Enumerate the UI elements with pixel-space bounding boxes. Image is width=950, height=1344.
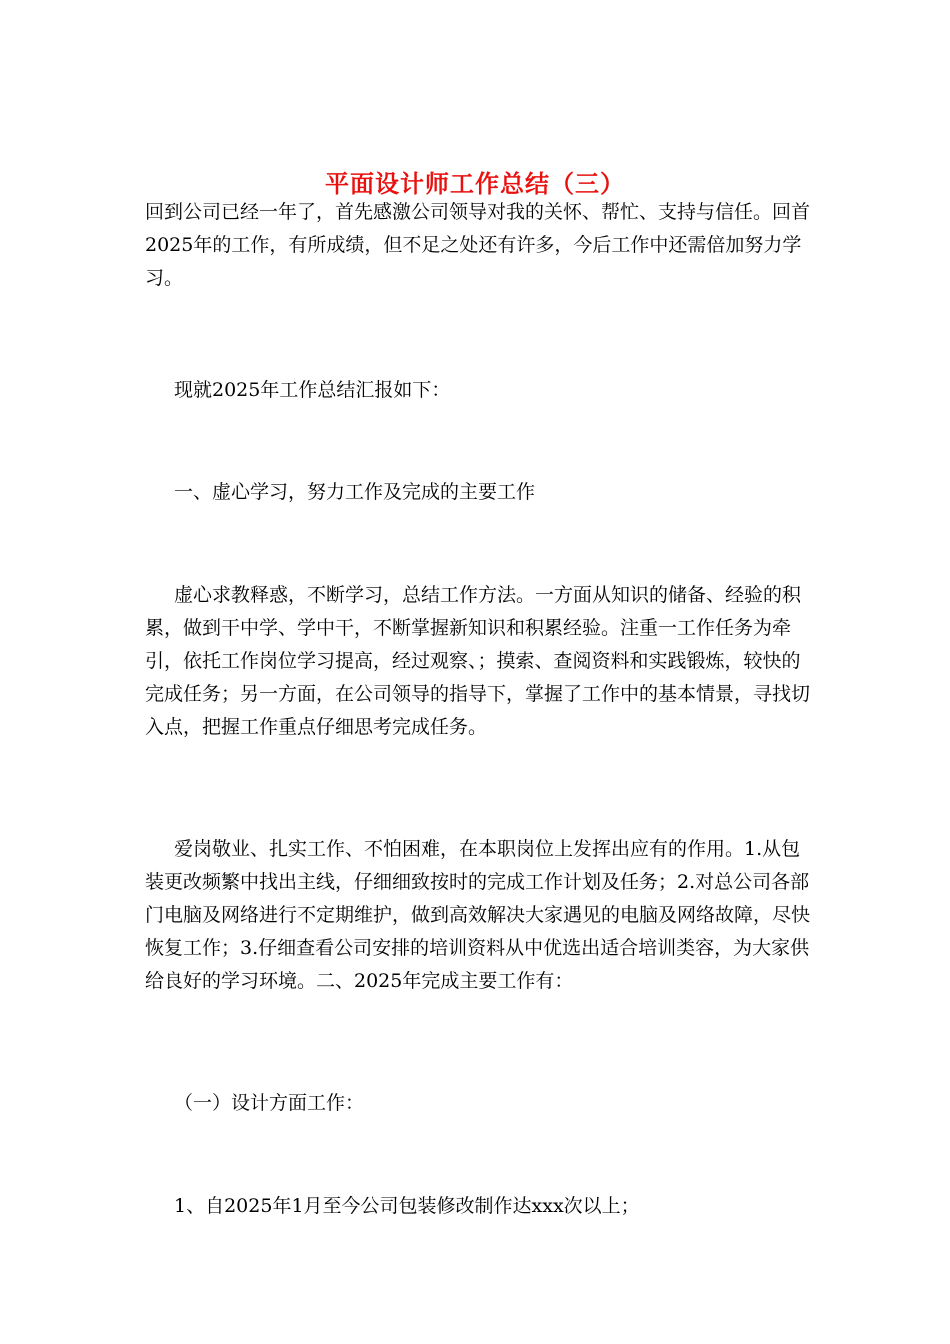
lead-paragraph: 现就2025年工作总结汇报如下：	[174, 379, 451, 401]
list-item: 1、自2025年1月至今公司包装修改制作达xxx次以上；	[174, 1195, 640, 1217]
intro-paragraph: 回到公司已经一年了，首先感激公司领导对我的关怀、帮忙、支持与信任。回首2025年的工作，有所成绩，但不足之处还有许多，今后工作中还需倍加努力学习。	[145, 201, 811, 289]
document-title: 平面设计师工作总结（三）	[325, 169, 625, 199]
body-paragraph-1: 虚心求教释惑，不断学习，总结工作方法。一方面从知识的储备、经验的积累，做到干中学、学中干，不断掌握新知识和积累经验。注重一工作任务为牵引，依托工作岗位学习提高，经过观察、；摸索、查阅资料和实践锻炼，较快的完成任务；另一方面，在公司领导的指导下，掌握了工作中的基本情景，寻找切入点，把握工作重点仔细思考完成任务。	[145, 584, 811, 738]
subsection-heading-1: （一）设计方面工作：	[174, 1092, 365, 1114]
section-heading-1: 一、虚心学习，努力工作及完成的主要工作	[174, 481, 536, 503]
body-paragraph-2: 爱岗敬业、扎实工作、不怕困难，在本职岗位上发挥出应有的作用。1.从包装更改频繁中找出主线，仔细细致按时的完成工作计划及任务；2.对总公司各部门电脑及网络进行不定期维护，做到高效解决大家遇见的电脑及网络故障，尽快恢复工作；3.仔细查看公司安排的培训资料从中优选出适合培训类容，为大家供给良好的学习环境。二、2025年完成主要工作有：	[145, 838, 811, 992]
